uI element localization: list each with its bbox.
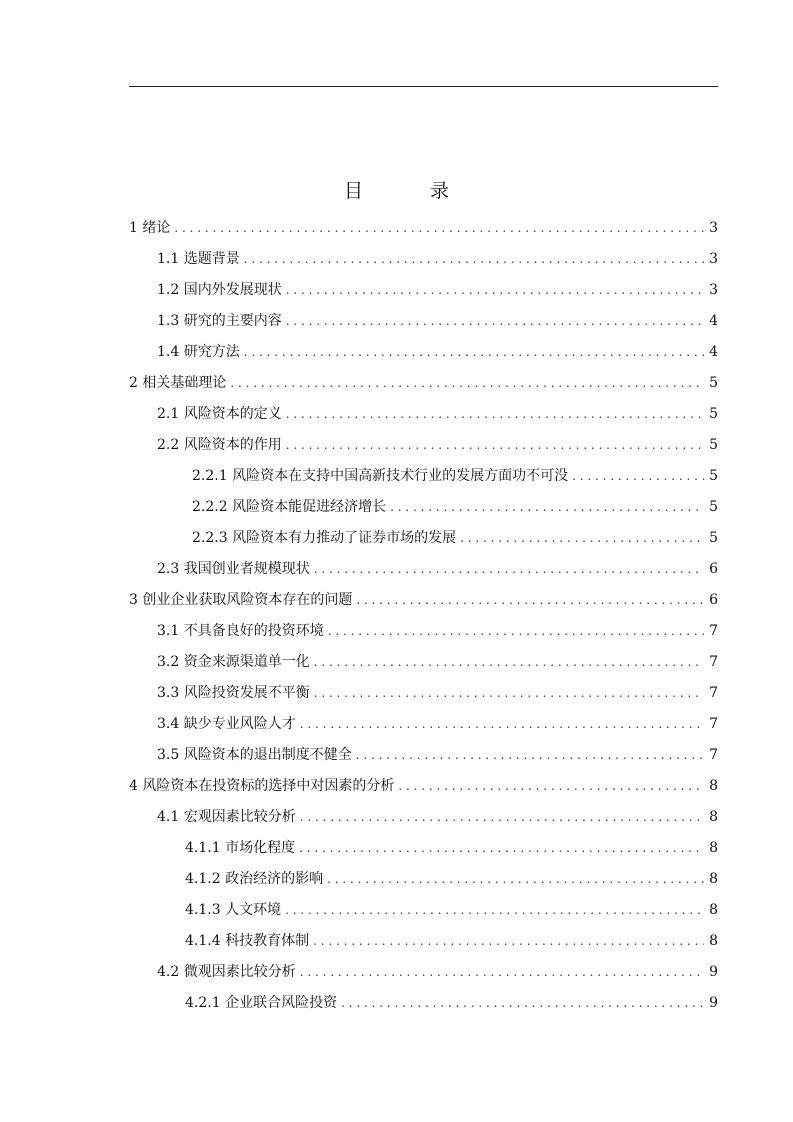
toc-page-number: 8	[709, 902, 718, 918]
toc-entry[interactable]	[129, 678, 718, 709]
toc-dot-leader	[286, 275, 704, 306]
toc-page-number: 7	[709, 623, 718, 639]
toc-entry-title: 1.3 研究的主要内容	[157, 313, 282, 329]
toc-entry[interactable]	[129, 306, 718, 337]
toc-entry-title: 1.4 研究方法	[157, 344, 240, 360]
toc-entry-title: 1.1 选题背景	[157, 251, 240, 267]
toc-dot-leader	[398, 771, 704, 802]
toc-entry-title: 4 风险资本在投资标的选择中对因素的分析	[129, 778, 395, 794]
toc-entry-title: 4.2.1 企业联合风险投资	[185, 995, 338, 1011]
toc-dot-leader	[328, 616, 704, 647]
toc-page-number: 5	[709, 468, 718, 484]
toc-entry[interactable]	[129, 461, 718, 492]
toc-page-number: 3	[709, 220, 718, 236]
toc-page-number: 7	[709, 685, 718, 701]
toc-entry-title: 4.1.4 科技教育体制	[185, 933, 310, 949]
toc-dot-leader	[300, 957, 704, 988]
toc-entry[interactable]	[129, 895, 718, 926]
toc-dot-leader	[313, 926, 704, 957]
toc-dot-leader	[300, 709, 704, 740]
toc-entry-title: 3.3 风险投资发展不平衡	[157, 685, 310, 701]
toc-page-number: 3	[709, 251, 718, 267]
toc-dot-leader	[286, 399, 704, 430]
toc-entry[interactable]	[129, 244, 718, 275]
toc-entry[interactable]	[129, 647, 718, 678]
toc-dot-leader	[356, 585, 704, 616]
toc-entry[interactable]	[129, 740, 718, 771]
toc-page-number: 6	[709, 592, 718, 608]
toc-entry[interactable]	[129, 957, 718, 988]
toc-page-number: 8	[709, 871, 718, 887]
toc-page-number: 5	[709, 437, 718, 453]
toc-entry-title: 4.2 微观因素比较分析	[157, 964, 296, 980]
toc-dot-leader	[572, 461, 704, 492]
toc-page-number: 7	[709, 747, 718, 763]
toc-dot-leader	[286, 430, 704, 461]
toc-page-number: 3	[709, 282, 718, 298]
header-rule	[129, 86, 718, 87]
toc-entry-title: 4.1 宏观因素比较分析	[157, 809, 296, 825]
toc-entry-title: 2.2.2 风险资本能促进经济增长	[192, 499, 387, 515]
toc-page-number: 9	[709, 995, 718, 1011]
toc-page-number: 5	[709, 499, 718, 515]
toc-entry-title: 2 相关基础理论	[129, 375, 227, 391]
toc-entry-title: 4.1.1 市场化程度	[185, 840, 296, 856]
toc-dot-leader	[285, 895, 704, 926]
toc-page-number: 5	[709, 530, 718, 546]
toc-dot-leader	[390, 492, 704, 523]
toc-dot-leader	[460, 523, 704, 554]
toc-page-number: 9	[709, 964, 718, 980]
toc-entry-title: 3.4 缺少专业风险人才	[157, 716, 296, 732]
toc-entry[interactable]	[129, 926, 718, 957]
toc-page-number: 7	[709, 654, 718, 670]
toc-entry-title: 2.2 风险资本的作用	[157, 437, 282, 453]
toc-entry[interactable]	[129, 833, 718, 864]
toc-dot-leader	[244, 337, 704, 368]
toc-entry[interactable]	[129, 554, 718, 585]
toc-page-number: 7	[709, 716, 718, 732]
toc-entry-title: 3.2 资金来源渠道单一化	[157, 654, 310, 670]
toc-page-number: 8	[709, 809, 718, 825]
toc-entry[interactable]	[129, 523, 718, 554]
toc-dot-leader	[174, 213, 704, 244]
toc-dot-leader	[314, 647, 704, 678]
toc-entry[interactable]	[129, 988, 718, 1019]
toc-entry-title: 1.2 国内外发展现状	[157, 282, 282, 298]
toc-entry-title: 2.1 风险资本的定义	[157, 406, 282, 422]
toc-dot-leader	[300, 802, 704, 833]
toc-page-number: 8	[709, 840, 718, 856]
toc-entry-title: 4.1.2 政治经济的影响	[185, 871, 324, 887]
toc-dot-leader	[314, 554, 704, 585]
toc-entry[interactable]	[129, 368, 718, 399]
toc-entry-title: 3.5 风险资本的退出制度不健全	[157, 747, 352, 763]
table-of-contents	[129, 213, 718, 1019]
toc-entry[interactable]	[129, 771, 718, 802]
toc-entry[interactable]	[129, 709, 718, 740]
toc-entry[interactable]	[129, 864, 718, 895]
toc-page-number: 5	[709, 406, 718, 422]
toc-entry[interactable]	[129, 213, 718, 244]
toc-dot-leader	[356, 740, 704, 771]
toc-entry[interactable]	[129, 399, 718, 430]
toc-entry-title: 2.3 我国创业者规模现状	[157, 561, 310, 577]
toc-dot-leader	[230, 368, 704, 399]
toc-entry-title: 2.2.3 风险资本有力推动了证券市场的发展	[192, 530, 457, 546]
toc-dot-leader	[341, 988, 704, 1019]
toc-dot-leader	[299, 833, 704, 864]
toc-page-number: 4	[709, 313, 718, 329]
toc-page-number: 5	[709, 375, 718, 391]
toc-dot-leader	[314, 678, 704, 709]
toc-entry[interactable]	[129, 337, 718, 368]
toc-entry[interactable]	[129, 802, 718, 833]
toc-entry[interactable]	[129, 585, 718, 616]
toc-entry[interactable]	[129, 430, 718, 461]
page-title: 目 录	[343, 180, 473, 202]
toc-page-number: 4	[709, 344, 718, 360]
toc-entry-title: 3.1 不具备良好的投资环境	[157, 623, 324, 639]
toc-entry-title: 3 创业企业获取风险资本存在的问题	[129, 592, 353, 608]
toc-page-number: 8	[709, 933, 718, 949]
toc-entry[interactable]	[129, 492, 718, 523]
toc-dot-leader	[286, 306, 704, 337]
toc-entry-title: 2.2.1 风险资本在支持中国高新技术行业的发展方面功不可没	[192, 468, 569, 484]
toc-entry[interactable]	[129, 616, 718, 647]
toc-dot-leader	[244, 244, 704, 275]
toc-dot-leader	[327, 864, 704, 895]
toc-page-number: 8	[709, 778, 718, 794]
toc-entry[interactable]	[129, 275, 718, 306]
toc-entry-title: 4.1.3 人文环境	[185, 902, 282, 918]
toc-entry-title: 1 绪论	[129, 220, 171, 236]
toc-page-number: 6	[709, 561, 718, 577]
